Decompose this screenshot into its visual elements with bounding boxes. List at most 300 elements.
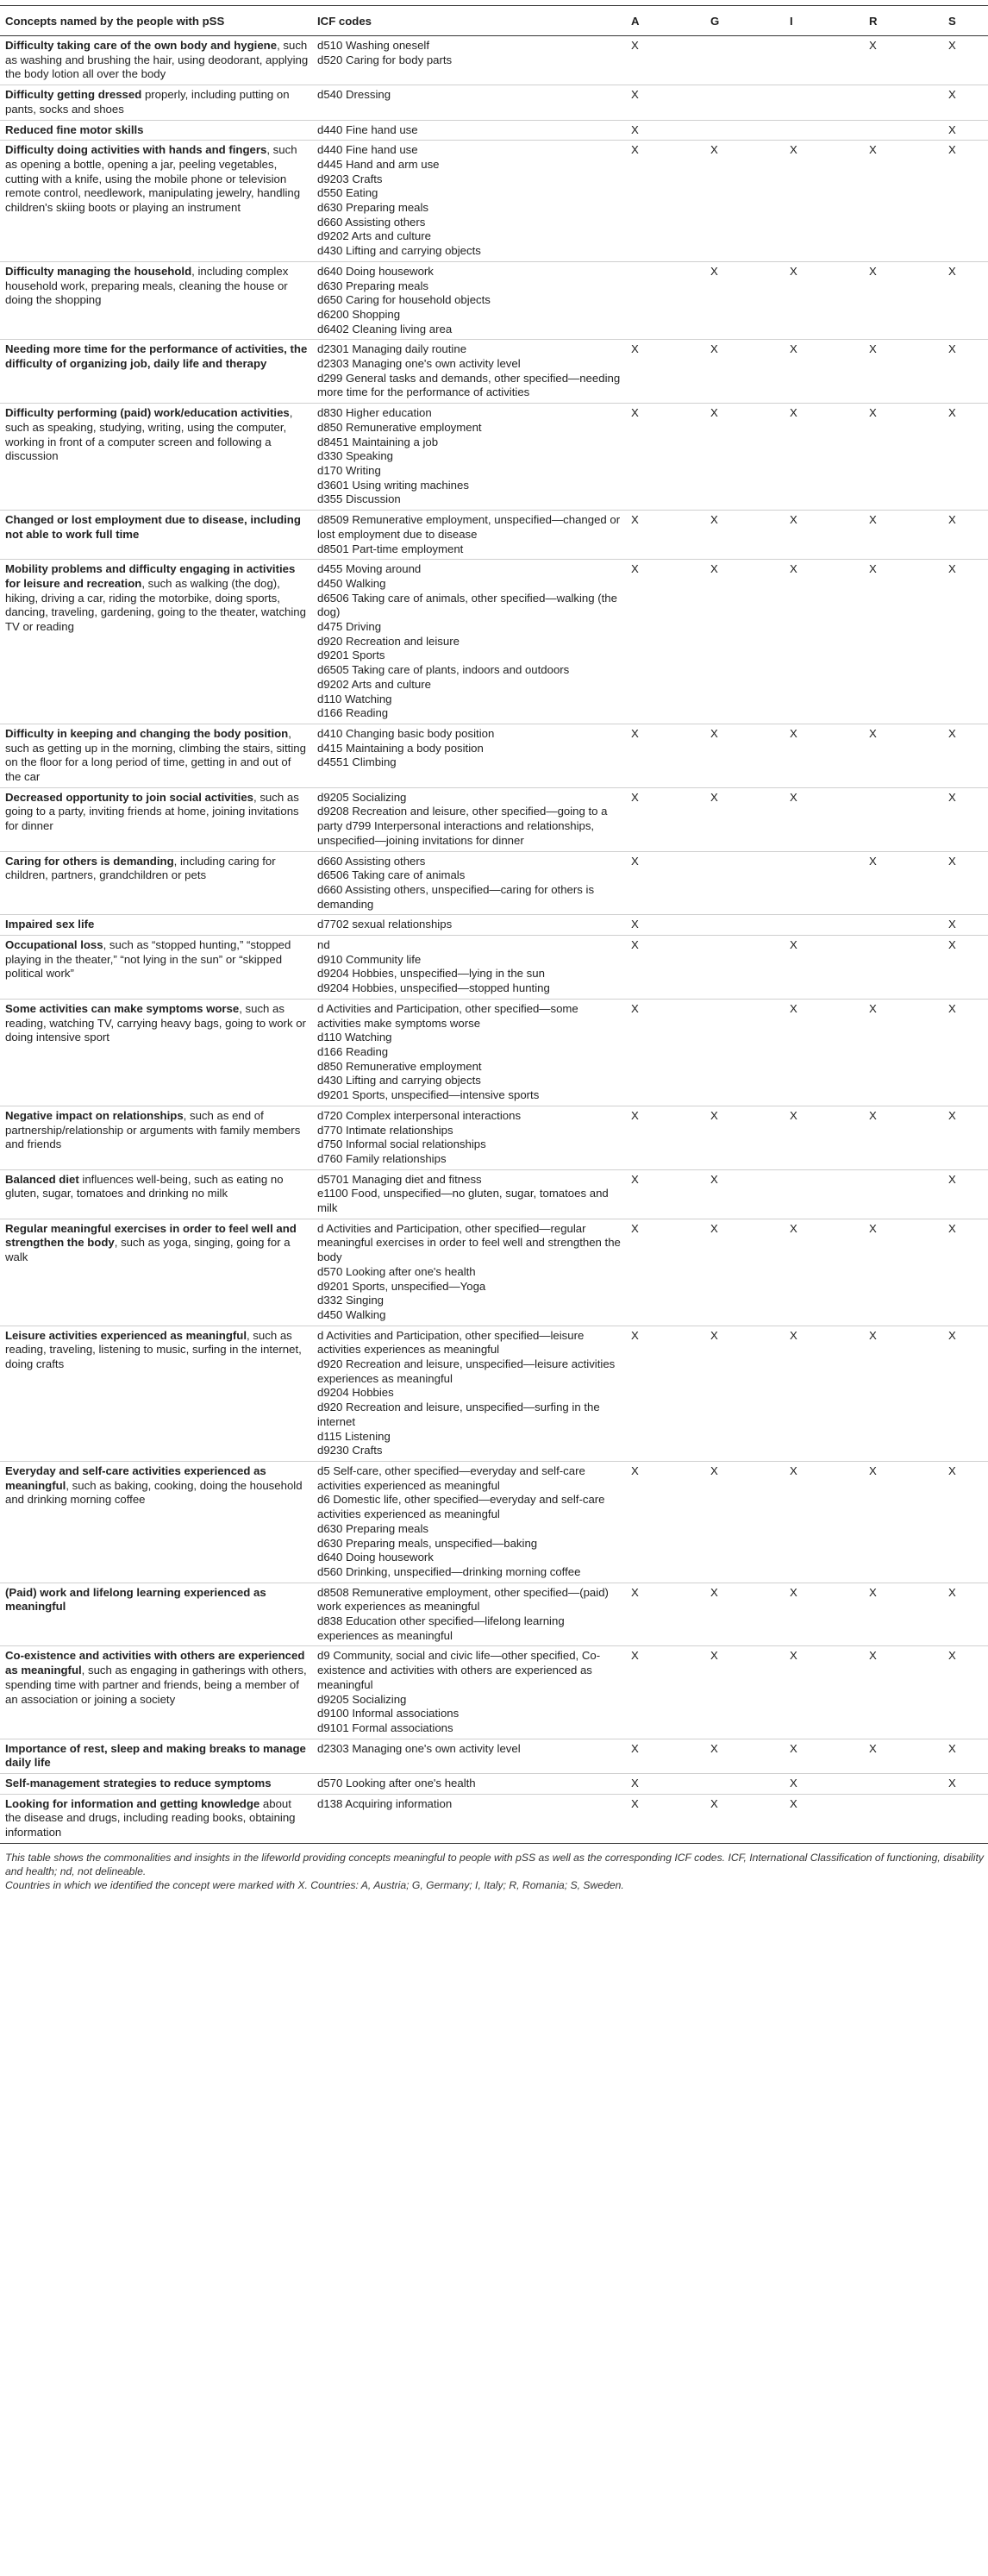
- country-mark-a: X: [626, 404, 705, 511]
- icf-code: d9 Community, social and civic life—other specified, Co-existence and activities with others are experienced as meaningful: [317, 1649, 601, 1691]
- country-mark-a: X: [626, 36, 705, 85]
- country-mark-g: [705, 915, 785, 936]
- country-mark-s: X: [943, 141, 988, 262]
- country-mark-r: X: [864, 511, 943, 560]
- icf-code: d640 Doing housework: [317, 1551, 434, 1564]
- icf-code: d838 Education other specified—lifelong learning experiences as meaningful: [317, 1614, 565, 1642]
- country-mark-s: X: [943, 1774, 988, 1795]
- icf-codes-cell: [312, 261, 626, 340]
- icf-code: d9204 Hobbies: [317, 1386, 394, 1400]
- icf-code: d110 Watching: [317, 1031, 392, 1044]
- icf-code: d520 Caring for body parts: [317, 53, 453, 66]
- concept-title: Self-management strategies to reduce symptoms: [5, 1777, 272, 1790]
- icf-code: d9202 Arts and culture: [317, 229, 431, 243]
- concept-title: Negative impact on relationships: [5, 1108, 184, 1122]
- concept-title: Leisure activities experienced as meaningful: [5, 1328, 247, 1342]
- country-mark-s: X: [943, 511, 988, 560]
- table-row: [0, 141, 988, 262]
- country-mark-i: [785, 120, 864, 141]
- concept-title: Regular meaningful exercises in order to feel well and strengthen the body: [5, 1221, 297, 1250]
- icf-code: d650 Caring for household objects: [317, 293, 491, 307]
- icf-code: d2301 Managing daily routine: [317, 342, 467, 356]
- concept-description: , such as walking (the dog), hiking, driving a car, riding the motorbike, doing sports, dancing, traveling, gardening, going to the theater, watching TV or reading: [5, 576, 306, 634]
- icf-codes-cell: [312, 724, 626, 787]
- country-mark-g: [705, 936, 785, 1000]
- icf-code: d9202 Arts and culture: [317, 677, 431, 691]
- country-mark-a: X: [626, 936, 705, 1000]
- country-mark-s: X: [943, 120, 988, 141]
- icf-code: d166 Reading: [317, 1045, 389, 1058]
- concept-cell: [0, 560, 312, 724]
- concept-description: , such as speaking, studying, writing, using the computer, working in front of a computer screen and following a discussion: [5, 406, 293, 463]
- country-mark-r: X: [864, 404, 943, 511]
- country-mark-s: X: [943, 915, 988, 936]
- icf-code: d9201 Sports: [317, 649, 385, 662]
- country-mark-r: X: [864, 1646, 943, 1739]
- concept-description: influences well-being, such as eating no gluten, sugar, tomatoes and drinking no milk: [5, 1172, 284, 1200]
- icf-code: d440 Fine hand use: [317, 143, 418, 157]
- concept-title: Looking for information and getting knowledge: [5, 1796, 260, 1810]
- table-row: [0, 85, 988, 120]
- table-header: [0, 6, 988, 36]
- icf-code: d330 Speaking: [317, 449, 393, 463]
- country-mark-g: X: [705, 1106, 785, 1169]
- country-mark-i: X: [785, 1106, 864, 1169]
- icf-code: d750 Informal social relationships: [317, 1138, 486, 1151]
- icf-code: d299 General tasks and demands, other specified—needing more time for the performance of activities: [317, 371, 621, 399]
- country-mark-s: X: [943, 340, 988, 404]
- concept-cell: [0, 1326, 312, 1461]
- country-mark-g: [705, 36, 785, 85]
- country-mark-r: [864, 936, 943, 1000]
- concept-title: Mobility problems and difficulty engaging in activities for leisure and recreation: [5, 562, 296, 590]
- concept-title: Difficulty performing (paid) work/education activities: [5, 406, 290, 420]
- icf-code: d8509 Remunerative employment, unspecified—changed or lost employment due to disease: [317, 513, 621, 541]
- concept-description: , such as end of partnership/relationship or arguments with family members and friends: [5, 1108, 301, 1151]
- concept-cell: [0, 724, 312, 787]
- footnote-countries: Countries in which we identified the concept were marked with X. Countries: A, Austria; G, Germany; I, Italy; R, Romania; S, Sweden.: [5, 1878, 624, 1891]
- concept-description: , such as baking, cooking, doing the household and drinking morning coffee: [5, 1478, 303, 1507]
- table-row: [0, 936, 988, 1000]
- icf-codes-cell: [312, 560, 626, 724]
- icf-code: d9204 Hobbies, unspecified—stopped hunting: [317, 981, 550, 995]
- icf-codes-cell: [312, 511, 626, 560]
- country-mark-i: [785, 915, 864, 936]
- icf-codes-cell: [312, 1326, 626, 1461]
- country-mark-g: X: [705, 1583, 785, 1646]
- icf-codes-cell: [312, 999, 626, 1106]
- icf-code: d920 Recreation and leisure: [317, 634, 460, 648]
- country-mark-a: X: [626, 340, 705, 404]
- concept-cell: [0, 120, 312, 141]
- country-mark-i: X: [785, 1326, 864, 1461]
- icf-code: d455 Moving around: [317, 562, 422, 576]
- table-row: [0, 511, 988, 560]
- concept-cell: [0, 1106, 312, 1169]
- country-mark-g: X: [705, 1646, 785, 1739]
- country-mark-g: X: [705, 724, 785, 787]
- country-mark-r: [864, 120, 943, 141]
- country-mark-i: X: [785, 1794, 864, 1843]
- concept-title: (Paid) work and lifelong learning experienced as meaningful: [5, 1585, 266, 1614]
- concept-description: , such as opening a bottle, opening a jar, peeling vegetables, cutting with a knife, using the mobile phone or television remote control, needlework, manipulating jewelry, handling children's skiing boots or playing an instrument: [5, 143, 301, 215]
- concept-description: , such as washing and brushing the hair, using deodorant, applying the body lotion all over the body: [5, 39, 309, 81]
- country-mark-r: X: [864, 1106, 943, 1169]
- concept-description: , such as getting up in the morning, climbing the stairs, sitting on the floor for a long period of time, getting in and out of the car: [5, 726, 306, 784]
- country-mark-r: X: [864, 1326, 943, 1461]
- table-row: [0, 1169, 988, 1219]
- concept-cell: [0, 915, 312, 936]
- concept-cell: [0, 787, 312, 851]
- table-row: [0, 1739, 988, 1773]
- country-mark-s: X: [943, 1739, 988, 1773]
- table-row: [0, 120, 988, 141]
- icf-code: d540 Dressing: [317, 88, 391, 102]
- country-mark-i: X: [785, 1774, 864, 1795]
- icf-code: d166 Reading: [317, 706, 389, 720]
- table-row: [0, 1219, 988, 1326]
- country-mark-a: X: [626, 851, 705, 915]
- table-row: [0, 1646, 988, 1739]
- country-mark-i: X: [785, 340, 864, 404]
- country-mark-i: [785, 1169, 864, 1219]
- country-mark-i: X: [785, 404, 864, 511]
- icf-code: d510 Washing oneself: [317, 39, 430, 52]
- country-mark-r: X: [864, 560, 943, 724]
- concept-title: Reduced fine motor skills: [5, 122, 144, 136]
- icf-code: d630 Preparing meals: [317, 1521, 429, 1535]
- concept-cell: [0, 340, 312, 404]
- table-row: [0, 1106, 988, 1169]
- country-mark-s: X: [943, 36, 988, 85]
- table-row: [0, 915, 988, 936]
- concept-cell: [0, 404, 312, 511]
- country-mark-g: X: [705, 141, 785, 262]
- country-mark-s: X: [943, 261, 988, 340]
- concept-description: , such as yoga, singing, going for a walk: [5, 1236, 291, 1264]
- icf-code: d6200 Shopping: [317, 307, 401, 321]
- header-country-s: S: [943, 6, 988, 36]
- concept-cell: [0, 999, 312, 1106]
- table-row: [0, 1794, 988, 1843]
- concept-title: Needing more time for the performance of activities, the difficulty of organizing job, daily life and therapy: [5, 342, 308, 371]
- icf-codes-cell: [312, 404, 626, 511]
- country-mark-a: X: [626, 511, 705, 560]
- concept-cell: [0, 1646, 312, 1739]
- icf-codes-cell: [312, 915, 626, 936]
- concept-title: Balanced diet: [5, 1172, 79, 1186]
- icf-code: d560 Drinking, unspecified—drinking morning coffee: [317, 1564, 581, 1578]
- icf-code: d570 Looking after one's health: [317, 1264, 476, 1278]
- icf-code: d440 Fine hand use: [317, 122, 418, 136]
- icf-code: d445 Hand and arm use: [317, 157, 440, 171]
- country-mark-r: X: [864, 1739, 943, 1773]
- country-mark-s: X: [943, 1169, 988, 1219]
- country-mark-g: X: [705, 261, 785, 340]
- country-mark-i: X: [785, 1219, 864, 1326]
- country-mark-i: X: [785, 141, 864, 262]
- country-mark-i: X: [785, 724, 864, 787]
- country-mark-s: X: [943, 1219, 988, 1326]
- icf-code: d660 Assisting others: [317, 854, 426, 868]
- icf-code: d770 Intimate relationships: [317, 1123, 453, 1137]
- country-mark-i: X: [785, 787, 864, 851]
- icf-code: d920 Recreation and leisure, unspecified—surfing in the internet: [317, 1401, 600, 1428]
- icf-codes-cell: [312, 1169, 626, 1219]
- concept-cell: [0, 936, 312, 1000]
- country-mark-g: [705, 85, 785, 120]
- table-row: [0, 560, 988, 724]
- icf-codes-cell: [312, 85, 626, 120]
- icf-code: d450 Walking: [317, 1307, 386, 1321]
- icf-code: d660 Assisting others: [317, 215, 426, 229]
- country-mark-s: X: [943, 1461, 988, 1583]
- country-mark-r: X: [864, 141, 943, 262]
- table-row: [0, 36, 988, 85]
- country-mark-r: X: [864, 1461, 943, 1583]
- country-mark-a: X: [626, 1774, 705, 1795]
- table-row: [0, 999, 988, 1106]
- table-row: [0, 1774, 988, 1795]
- country-mark-a: X: [626, 1326, 705, 1461]
- icf-code: d9205 Socializing: [317, 790, 407, 804]
- country-mark-i: X: [785, 936, 864, 1000]
- icf-codes-cell: [312, 1219, 626, 1326]
- icf-code: d430 Lifting and carrying objects: [317, 1074, 481, 1087]
- country-mark-s: X: [943, 936, 988, 1000]
- concept-cell: [0, 141, 312, 262]
- table-row: [0, 340, 988, 404]
- country-mark-r: X: [864, 340, 943, 404]
- concept-cell: [0, 851, 312, 915]
- icf-code: d475 Driving: [317, 620, 382, 634]
- header-country-a: A: [626, 6, 705, 36]
- concept-cell: [0, 1169, 312, 1219]
- icf-codes-cell: [312, 1739, 626, 1773]
- icf-code: d4551 Climbing: [317, 755, 397, 769]
- icf-code: d332 Singing: [317, 1294, 384, 1307]
- country-mark-i: [785, 36, 864, 85]
- concept-description: , such as going to a party, inviting friends at home, joining invitations for dinner: [5, 790, 299, 833]
- country-mark-i: X: [785, 1739, 864, 1773]
- icf-code: d920 Recreation and leisure, unspecified—leisure activities experiences as meaningful: [317, 1357, 616, 1385]
- country-mark-s: X: [943, 1646, 988, 1739]
- icf-codes-cell: [312, 340, 626, 404]
- icf-code: d355 Discussion: [317, 492, 401, 506]
- icf-codes-cell: [312, 1106, 626, 1169]
- country-mark-g: X: [705, 1794, 785, 1843]
- concept-title: Difficulty taking care of the own body and hygiene: [5, 39, 278, 52]
- country-mark-a: [626, 261, 705, 340]
- country-mark-i: [785, 85, 864, 120]
- country-mark-a: X: [626, 141, 705, 262]
- country-mark-r: [864, 787, 943, 851]
- country-mark-s: X: [943, 1326, 988, 1461]
- country-mark-a: X: [626, 1583, 705, 1646]
- country-mark-i: X: [785, 560, 864, 724]
- header-country-g: G: [705, 6, 785, 36]
- concept-cell: [0, 36, 312, 85]
- country-mark-g: X: [705, 560, 785, 724]
- table-row: [0, 724, 988, 787]
- country-mark-g: X: [705, 1461, 785, 1583]
- concept-cell: [0, 1794, 312, 1843]
- icf-codes-cell: [312, 787, 626, 851]
- country-mark-g: [705, 999, 785, 1106]
- icf-code: d9201 Sports, unspecified—intensive sports: [317, 1088, 540, 1102]
- country-mark-r: X: [864, 724, 943, 787]
- country-mark-s: X: [943, 724, 988, 787]
- icf-code: d Activities and Participation, other specified—some activities make symptoms worse: [317, 1001, 578, 1030]
- concept-description: , including caring for children, partners, grandchildren or pets: [5, 854, 276, 882]
- icf-code: d760 Family relationships: [317, 1151, 447, 1165]
- icf-code: d5701 Managing diet and fitness: [317, 1172, 482, 1186]
- country-mark-a: X: [626, 1219, 705, 1326]
- icf-code: d2303 Managing one's own activity level: [317, 1741, 521, 1755]
- country-mark-g: X: [705, 787, 785, 851]
- country-mark-a: X: [626, 560, 705, 724]
- country-mark-g: X: [705, 1219, 785, 1326]
- country-mark-r: [864, 1169, 943, 1219]
- country-mark-a: X: [626, 787, 705, 851]
- country-mark-s: X: [943, 787, 988, 851]
- icf-codes-cell: [312, 120, 626, 141]
- icf-code: d6506 Taking care of animals, other specified—walking (the dog): [317, 591, 617, 619]
- country-mark-i: X: [785, 511, 864, 560]
- country-mark-s: X: [943, 85, 988, 120]
- country-mark-g: X: [705, 404, 785, 511]
- concept-description: , such as engaging in gatherings with others, spending time with partner and friends, being a member of an association or joining a society: [5, 1664, 307, 1706]
- icf-code: d640 Doing housework: [317, 264, 434, 278]
- icf-code: d9204 Hobbies, unspecified—lying in the sun: [317, 967, 545, 981]
- country-mark-r: [864, 1774, 943, 1795]
- table-row: [0, 1583, 988, 1646]
- header-icf-codes: ICF codes: [312, 6, 626, 36]
- concept-cell: [0, 85, 312, 120]
- country-mark-a: X: [626, 999, 705, 1106]
- icf-code: d3601 Using writing machines: [317, 478, 469, 492]
- concept-title: Difficulty managing the household: [5, 264, 192, 278]
- icf-code: d170 Writing: [317, 463, 381, 477]
- country-mark-s: X: [943, 404, 988, 511]
- concept-description: , including complex household work, preparing meals, cleaning the house or doing the shopping: [5, 264, 289, 307]
- icf-code: d Activities and Participation, other specified—regular meaningful exercises in order to feel well and strengthen the body: [317, 1221, 621, 1264]
- country-mark-r: [864, 85, 943, 120]
- header-row: [0, 6, 988, 36]
- icf-code: d6506 Taking care of animals: [317, 868, 466, 882]
- icf-code: d830 Higher education: [317, 406, 432, 420]
- icf-code: d9203 Crafts: [317, 172, 383, 185]
- country-mark-r: [864, 1794, 943, 1843]
- concept-title: Changed or lost employment due to disease, including not able to work full time: [5, 513, 301, 541]
- table-row: [0, 261, 988, 340]
- country-mark-a: X: [626, 915, 705, 936]
- icf-code: d6505 Taking care of plants, indoors and outdoors: [317, 663, 570, 677]
- country-mark-i: X: [785, 261, 864, 340]
- concept-description: , such as reading, traveling, listening to music, surfing in the internet, doing crafts: [5, 1328, 302, 1371]
- country-mark-a: X: [626, 1646, 705, 1739]
- icf-code: d9201 Sports, unspecified—Yoga: [317, 1279, 486, 1293]
- icf-code: d630 Preparing meals, unspecified—baking: [317, 1536, 538, 1550]
- concept-cell: [0, 1219, 312, 1326]
- country-mark-g: X: [705, 1326, 785, 1461]
- icf-codes-cell: [312, 1774, 626, 1795]
- country-mark-g: X: [705, 1169, 785, 1219]
- country-mark-r: X: [864, 1219, 943, 1326]
- icf-code: d Activities and Participation, other specified—leisure activities experiences as meaningful: [317, 1328, 585, 1357]
- icf-code: d630 Preparing meals: [317, 201, 429, 215]
- country-mark-a: X: [626, 724, 705, 787]
- icf-code: d5 Self-care, other specified—everyday and self-care activities experienced as meaningful: [317, 1463, 585, 1492]
- table-row: [0, 404, 988, 511]
- country-mark-i: X: [785, 1583, 864, 1646]
- icf-code: d850 Remunerative employment: [317, 1059, 482, 1073]
- concept-title: Difficulty in keeping and changing the body position: [5, 726, 289, 740]
- icf-code: d450 Walking: [317, 576, 386, 590]
- concept-cell: [0, 1461, 312, 1583]
- header-concepts: Concepts named by the people with pSS: [0, 6, 312, 36]
- icf-code: d115 Listening: [317, 1429, 391, 1443]
- icf-code: d9208 Recreation and leisure, other specified—going to a party d799 Interpersonal interactions and relationships, unspecified—joining invitations for dinner: [317, 805, 608, 847]
- country-mark-g: X: [705, 511, 785, 560]
- concept-title: Co-existence and activities with others are experienced as meaningful: [5, 1649, 305, 1677]
- icf-code: d660 Assisting others, unspecified—caring for others is demanding: [317, 882, 595, 911]
- icf-codes-cell: [312, 1794, 626, 1843]
- table-row: [0, 787, 988, 851]
- icf-code: d550 Eating: [317, 186, 378, 200]
- country-mark-i: [785, 851, 864, 915]
- country-mark-r: [864, 915, 943, 936]
- header-country-i: I: [785, 6, 864, 36]
- country-mark-r: X: [864, 261, 943, 340]
- concept-title: Difficulty doing activities with hands and fingers: [5, 143, 267, 157]
- country-mark-g: X: [705, 1739, 785, 1773]
- icf-codes-cell: [312, 1583, 626, 1646]
- concept-description: , such as “stopped hunting,” “stopped playing in the theater,” “not lying in the sun” or “skipped political work”: [5, 938, 291, 981]
- country-mark-a: X: [626, 120, 705, 141]
- icf-code: d570 Looking after one's health: [317, 1777, 476, 1790]
- icf-code: d630 Preparing meals: [317, 279, 429, 292]
- icf-code: d415 Maintaining a body position: [317, 741, 484, 755]
- country-mark-g: [705, 120, 785, 141]
- icf-code: d8451 Maintaining a job: [317, 435, 439, 448]
- table-footnotes: [0, 1844, 988, 1892]
- icf-code: d850 Remunerative employment: [317, 420, 482, 434]
- country-mark-s: X: [943, 851, 988, 915]
- table-body: [0, 36, 988, 1844]
- country-mark-a: X: [626, 85, 705, 120]
- country-mark-a: X: [626, 1169, 705, 1219]
- country-mark-s: X: [943, 1106, 988, 1169]
- icf-code: d9100 Informal associations: [317, 1707, 460, 1720]
- country-mark-i: X: [785, 1461, 864, 1583]
- country-mark-r: X: [864, 1583, 943, 1646]
- country-mark-a: X: [626, 1794, 705, 1843]
- icf-code: d7702 sexual relationships: [317, 918, 453, 931]
- concept-description: , such as reading, watching TV, carrying heavy bags, going to work or doing intensive sport: [5, 1001, 306, 1044]
- country-mark-s: [943, 1794, 988, 1843]
- concept-cell: [0, 261, 312, 340]
- icf-code: e1100 Food, unspecified—no gluten, sugar, tomatoes and milk: [317, 1187, 609, 1215]
- country-mark-i: X: [785, 999, 864, 1106]
- concept-cell: [0, 1774, 312, 1795]
- icf-code: d2303 Managing one's own activity level: [317, 357, 521, 371]
- icf-codes-cell: [312, 1646, 626, 1739]
- concept-cell: [0, 1583, 312, 1646]
- concept-title: Difficulty getting dressed: [5, 88, 142, 102]
- concept-title: Caring for others is demanding: [5, 854, 174, 868]
- concept-title: Importance of rest, sleep and making breaks to manage daily life: [5, 1741, 306, 1770]
